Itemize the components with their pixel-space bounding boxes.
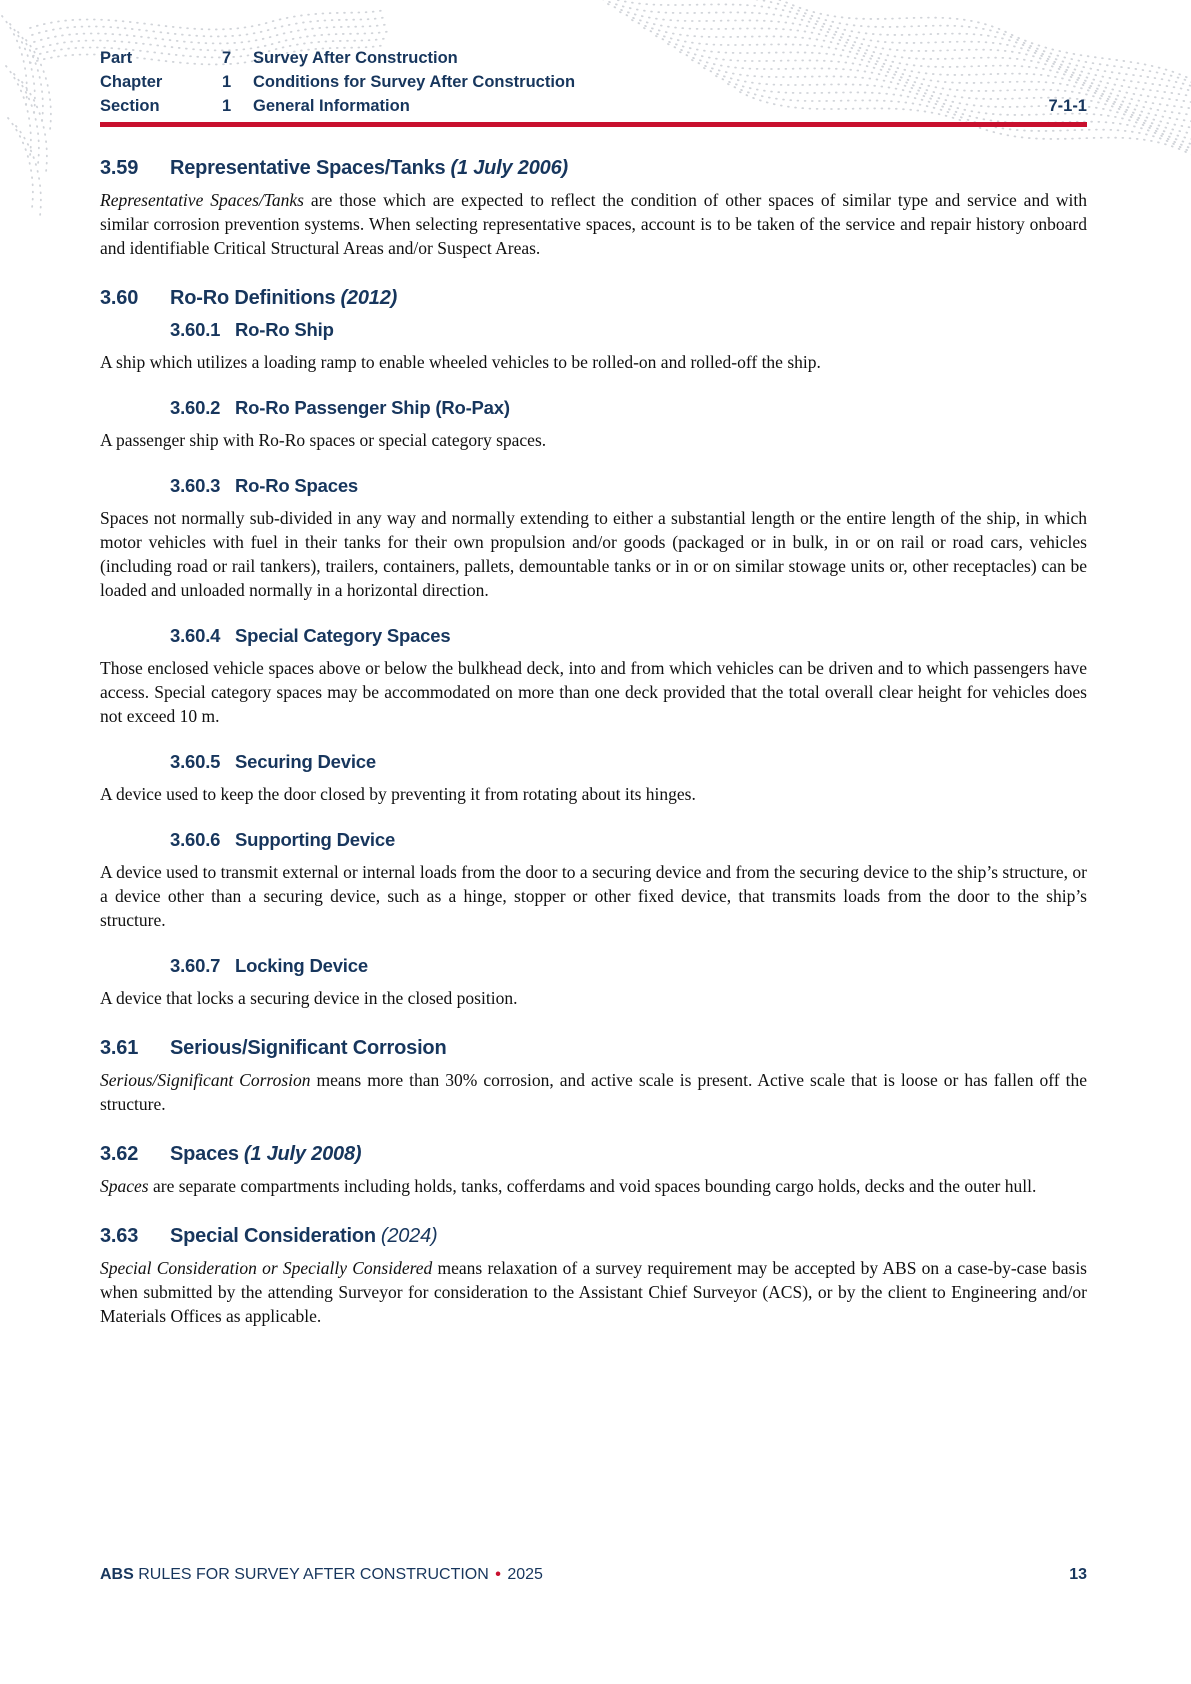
section-paragraph (100, 1174, 1087, 1198)
footer-title-text: RULES FOR SURVEY AFTER CONSTRUCTION (138, 1566, 489, 1583)
subsection-heading (170, 828, 1087, 852)
subsection-number: 3.60.5 (170, 751, 221, 772)
section-date: (2012) (340, 287, 398, 309)
page-footer (100, 1566, 1087, 1584)
header-chapter-label: Chapter (100, 73, 163, 91)
subsection-paragraph: Those enclosed vehicle spaces above or below the bulkhead deck, into and from which vehicles can be driven and to which passengers have access. Special category spaces may be accommodated on more than one deck provided that the total overall clear height for vehicles does not exceed 10 m. (100, 658, 1087, 726)
subsection-number: 3.60.2 (170, 397, 221, 418)
subsection-title: Supporting Device (235, 829, 396, 850)
section-title-text: Ro-Ro Definitions (170, 287, 336, 309)
footer-year: 2025 (507, 1566, 543, 1583)
header-part-label: Part (100, 49, 133, 67)
defined-term: Representative Spaces/Tanks (100, 190, 304, 210)
section-date: (1 July 2006) (450, 157, 568, 179)
subsection-paragraph: A device used to transmit external or internal loads from the door to a securing device and from the securing device to the ship’s structure, or a device other than a securing device, such as a hinge, stopper or other fixed device, that transmits loads from the door to the ship’s structure. (100, 862, 1087, 930)
subsection-heading (170, 396, 1087, 420)
section-title-text: Representative Spaces/Tanks (170, 157, 446, 179)
section-title (170, 1036, 1087, 1060)
subsection-paragraph: A device used to keep the door closed by preventing it from rotating about its hinges. (100, 784, 696, 804)
subsection-number: 3.60.4 (170, 625, 221, 646)
header-section-number: 1 (222, 97, 232, 115)
footer-page-number: 13 (1069, 1566, 1087, 1583)
header-chapter-number: 1 (222, 73, 232, 91)
section-3-62 (100, 1142, 1087, 1198)
subsection-3-60-5 (100, 750, 1087, 806)
page-header (100, 46, 1087, 118)
section-number: 3.59 (100, 157, 139, 179)
defined-term: Special Consideration or Specially Considered (100, 1258, 433, 1278)
subsection-paragraph: A ship which utilizes a loading ramp to enable wheeled vehicles to be rolled-on and rolled-off the ship. (100, 352, 821, 372)
header-row-chapter (100, 70, 1087, 94)
subsection-3-60-1 (100, 318, 1087, 374)
section-title-text: Serious/Significant Corrosion (170, 1037, 447, 1059)
header-chapter-title: Conditions for Survey After Construction (253, 73, 576, 91)
section-title-text: Special Consideration (170, 1225, 376, 1247)
section-date: (1 July 2008) (243, 1143, 362, 1165)
section-heading (100, 1224, 1087, 1248)
section-title (170, 1142, 1087, 1166)
section-3-61 (100, 1036, 1087, 1116)
section-heading (100, 286, 1087, 310)
footer-title (100, 1566, 543, 1584)
subsection-title: Securing Device (235, 751, 376, 772)
header-part-title: Survey After Construction (253, 49, 458, 67)
subsection-title: Ro-Ro Passenger Ship (Ro-Pax) (235, 397, 510, 418)
section-title (170, 1224, 1087, 1248)
subsection-title: Ro-Ro Spaces (235, 475, 359, 496)
header-section-label: Section (100, 97, 160, 115)
section-paragraph (100, 188, 1087, 260)
subsection-3-60-7 (100, 954, 1087, 1010)
subsection-number: 3.60.7 (170, 955, 221, 976)
section-3-63 (100, 1224, 1087, 1328)
subsection-heading (170, 474, 1087, 498)
subsection-number: 3.60.3 (170, 475, 221, 496)
section-3-60 (100, 286, 1087, 1010)
section-number: 3.60 (100, 287, 139, 309)
subsection-title: Ro-Ro Ship (235, 319, 334, 340)
subsection-3-60-2 (100, 396, 1087, 452)
subsection-3-60-4 (100, 624, 1087, 728)
header-section-title: General Information (253, 97, 410, 115)
section-date: (2024) (380, 1225, 438, 1247)
header-rule (100, 122, 1087, 127)
section-paragraph (100, 1068, 1087, 1116)
header-part-number: 7 (222, 49, 232, 67)
subsection-title: Locking Device (235, 955, 368, 976)
defined-term: Serious/Significant Corrosion (100, 1070, 311, 1090)
subsection-heading (170, 318, 1087, 342)
subsection-number: 3.60.1 (170, 319, 221, 340)
paragraph-text: means more than 30% corrosion, and active scale is present. Active scale that is loose or has fallen off the structure. (100, 1070, 1087, 1114)
subsection-3-60-3 (100, 474, 1087, 602)
footer-separator-dot: • (495, 1566, 501, 1583)
subsection-number: 3.60.6 (170, 829, 221, 850)
subsection-paragraph: A passenger ship with Ro-Ro spaces or special category spaces. (100, 430, 547, 450)
section-heading (100, 1142, 1087, 1166)
section-number: 3.62 (100, 1143, 139, 1165)
section-number: 3.63 (100, 1225, 139, 1247)
subsection-paragraph: Spaces not normally sub-divided in any way and normally extending to either a substantial length or the entire length of the ship, in which motor vehicles with fuel in their tanks for their own propulsion and/or goods (packaged or in bulk, in or on rail or road cars, vehicles (including road or rail tankers), trailers, containers, pallets, demountable tanks or in or on similar stowage units or, other receptacles) can be loaded and unloaded normally in a horizontal direction. (100, 508, 1087, 600)
subsection-3-60-6 (100, 828, 1087, 932)
document-body (100, 130, 1087, 1328)
section-heading (100, 1036, 1087, 1060)
section-title (170, 286, 1087, 310)
subsection-heading (170, 954, 1087, 978)
section-number: 3.61 (100, 1037, 139, 1059)
section-title-text: Spaces (170, 1143, 239, 1165)
paragraph-text: means relaxation of a survey requirement may be accepted by ABS on a case-by-case basis when submitted by the attending Surveyor for consideration to the Assistant Chief Surveyor (ACS), or by the client to Engineering and/or Materials Offices as applicable. (100, 1258, 1087, 1326)
header-row-section (100, 94, 1087, 118)
header-row-part (100, 46, 1087, 70)
section-title (170, 156, 1087, 180)
subsection-heading (170, 750, 1087, 774)
page-reference: 7-1-1 (1048, 97, 1087, 115)
defined-term: Spaces (100, 1176, 149, 1196)
paragraph-text: are separate compartments including holds, tanks, cofferdams and void spaces bounding cargo holds, decks and the outer hull. (148, 1176, 1037, 1196)
subsection-title: Special Category Spaces (235, 625, 451, 646)
section-paragraph (100, 1256, 1087, 1328)
footer-brand: ABS (100, 1566, 134, 1583)
section-3-59 (100, 156, 1087, 260)
section-heading (100, 156, 1087, 180)
subsection-paragraph: A device that locks a securing device in the closed position. (100, 988, 518, 1008)
paragraph-text: are those which are expected to reflect the condition of other spaces of similar type and service and with similar corrosion prevention systems. When selecting representative spaces, account is to be taken of the service and repair history onboard and identifiable Critical Structural Areas and/or Suspect Areas. (100, 190, 1088, 258)
subsection-heading (170, 624, 1087, 648)
